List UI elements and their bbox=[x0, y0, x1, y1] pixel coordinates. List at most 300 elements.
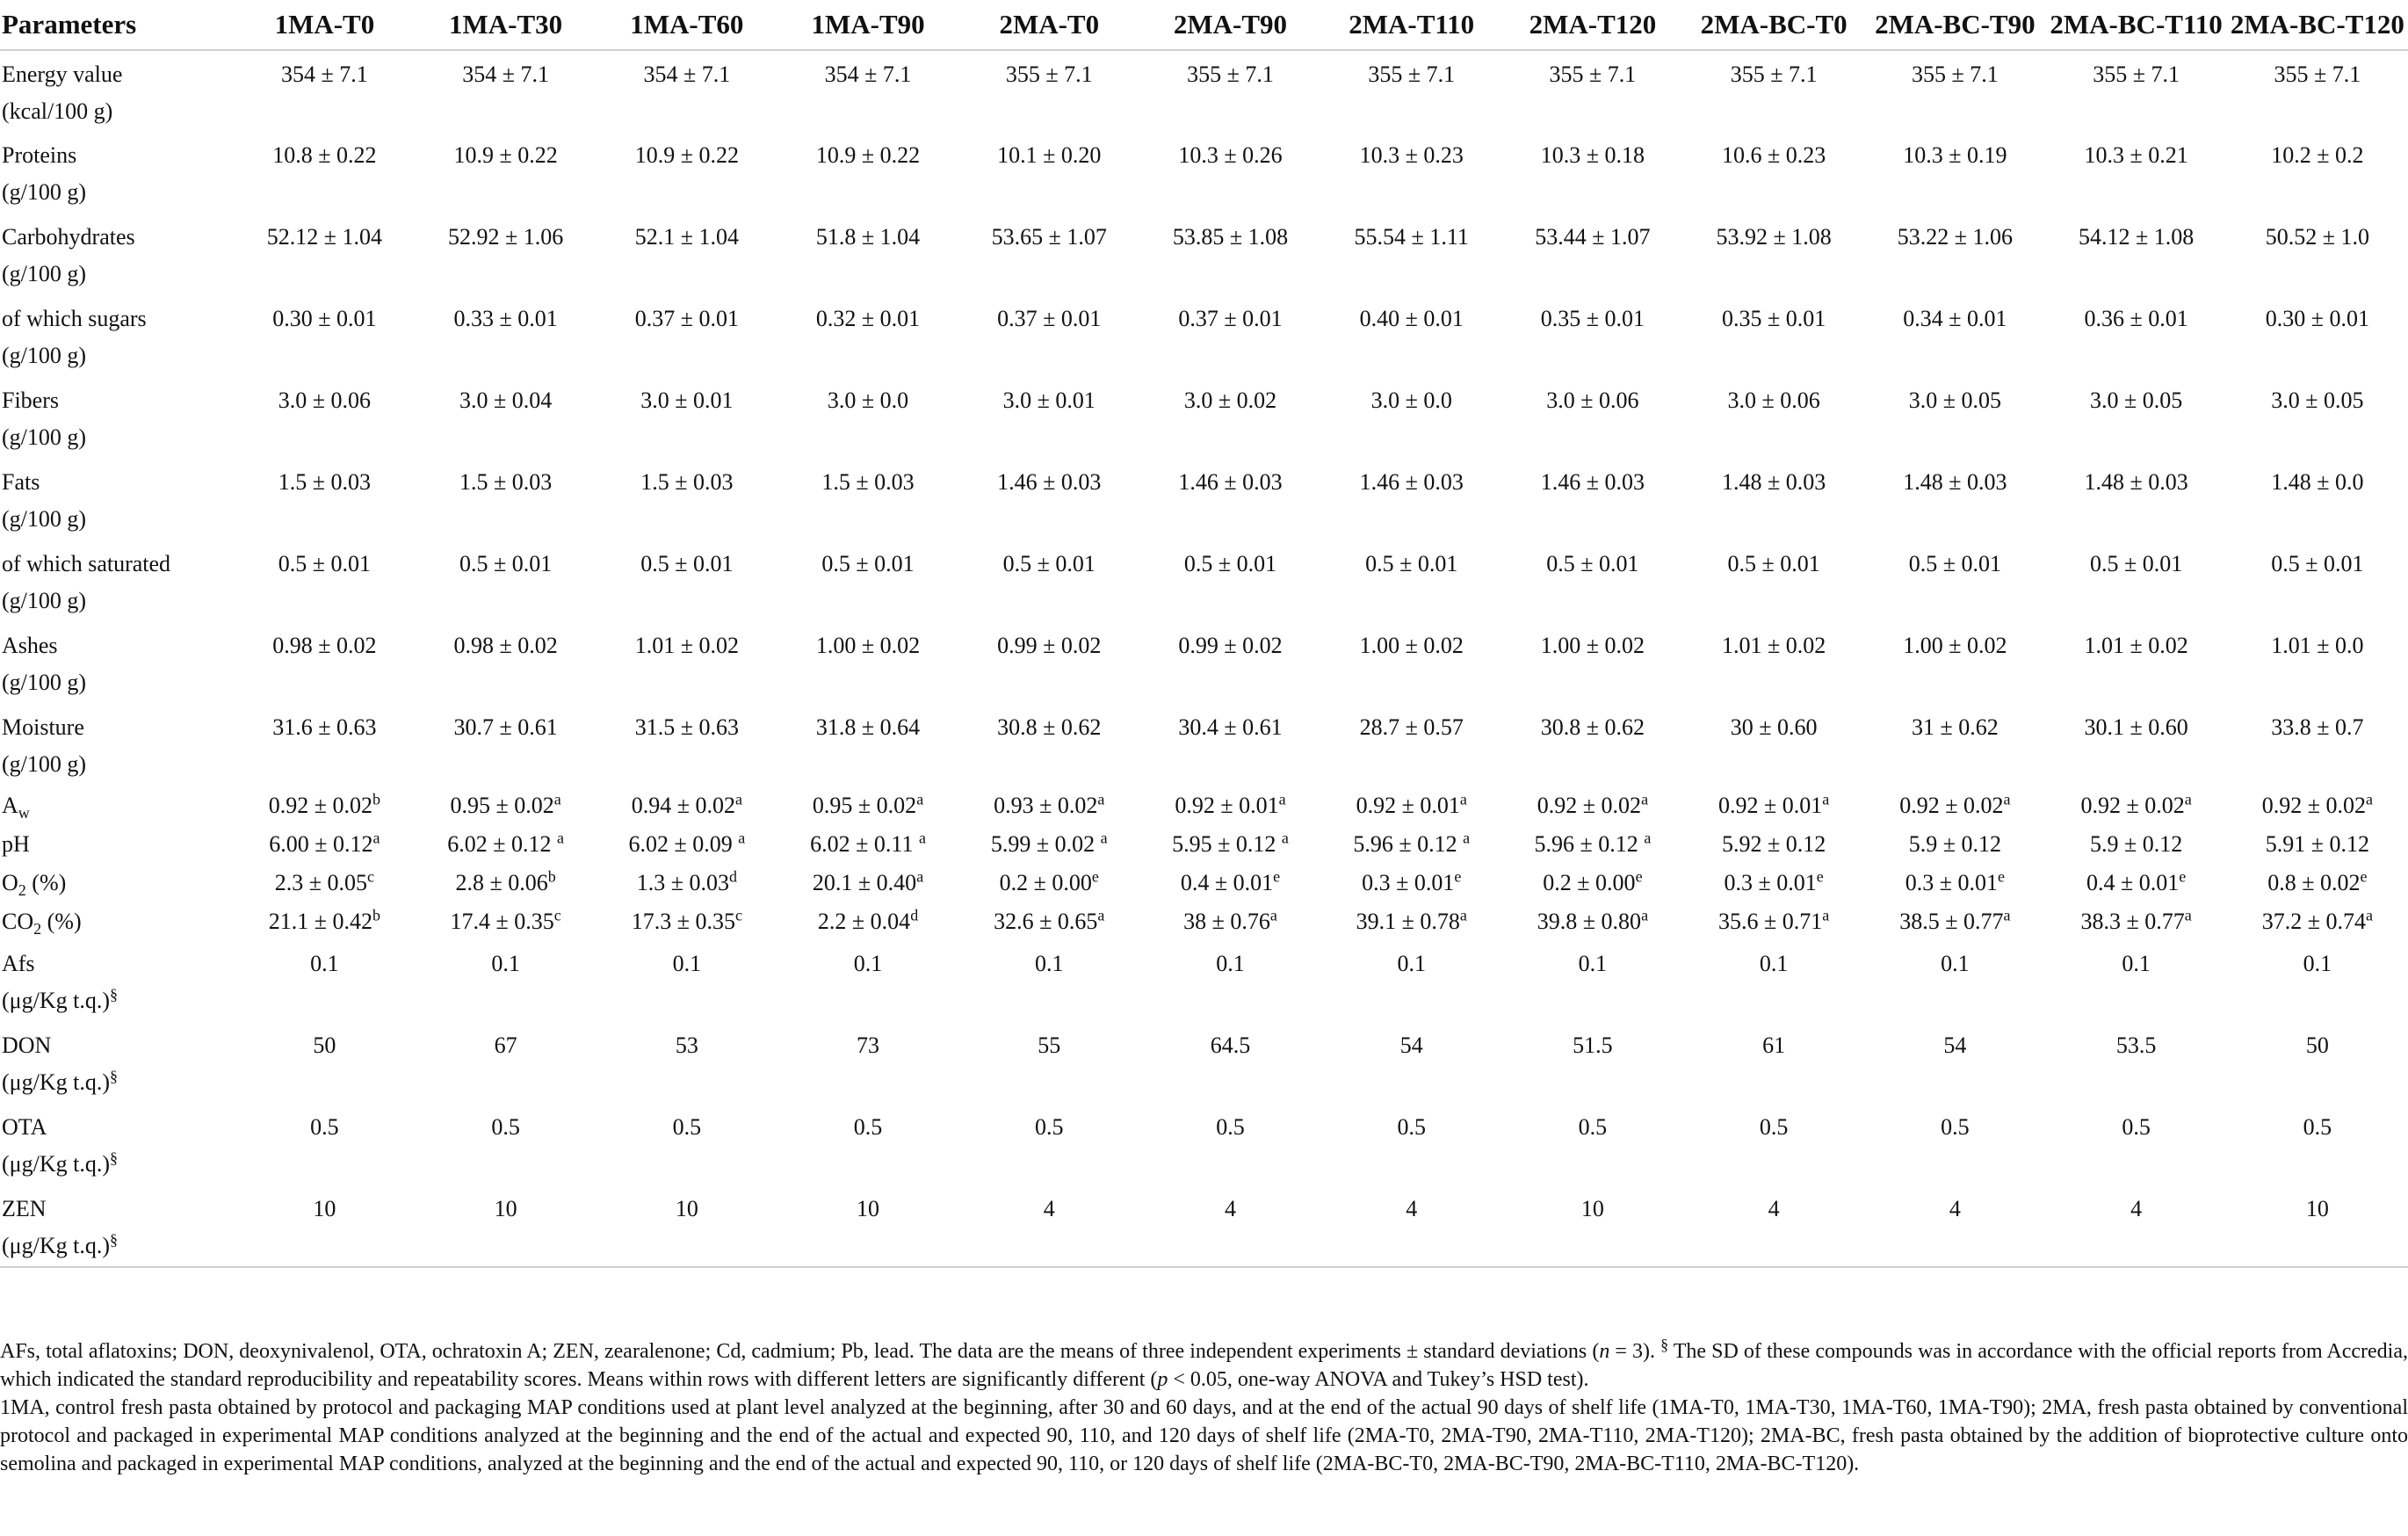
cell-value: 0.92 ± 0.02 bbox=[1537, 793, 1642, 818]
cell-value: 355 ± 7.1 bbox=[1549, 62, 1637, 87]
cell-value: 4 bbox=[1224, 1196, 1236, 1221]
table-row bbox=[0, 704, 2408, 786]
value-cell bbox=[1139, 786, 1320, 824]
value-cell bbox=[958, 540, 1139, 622]
value-cell bbox=[1864, 902, 2045, 940]
value-cell bbox=[1502, 1022, 1683, 1104]
value-cell bbox=[597, 863, 777, 902]
parameter-label bbox=[0, 50, 234, 132]
cell-value: 10.6 ± 0.23 bbox=[1722, 142, 1826, 168]
significance-letter: e bbox=[1635, 867, 1643, 886]
cell-value: 0.32 ± 0.01 bbox=[815, 306, 921, 331]
value-cell bbox=[2227, 863, 2408, 902]
cell-value: 0.4 ± 0.01 bbox=[2086, 870, 2180, 895]
parameter-unit: (g/100 g) bbox=[2, 506, 87, 532]
cell-value: 0.92 ± 0.02 bbox=[1899, 793, 2004, 818]
value-cell bbox=[1502, 459, 1683, 540]
cell-value: 0.92 ± 0.02 bbox=[268, 793, 373, 818]
cell-value: 39.8 ± 0.80 bbox=[1537, 909, 1642, 934]
value-cell bbox=[958, 1022, 1139, 1104]
value-cell bbox=[1864, 540, 2045, 622]
parameter-name: Ashes bbox=[2, 633, 58, 658]
cell-value: 28.7 ± 0.57 bbox=[1359, 714, 1464, 740]
cell-value: 53 bbox=[675, 1032, 698, 1058]
value-cell bbox=[1502, 540, 1683, 622]
value-cell bbox=[2227, 459, 2408, 540]
cell-value: 5.9 ± 0.12 bbox=[2089, 831, 2183, 857]
cell-value: 51.5 bbox=[1573, 1032, 1613, 1058]
value-cell bbox=[2045, 132, 2226, 214]
cell-value: 1.00 ± 0.02 bbox=[1359, 633, 1464, 658]
significance-letter: c bbox=[553, 906, 561, 924]
section-mark: § bbox=[109, 1067, 118, 1085]
cell-value: 10 bbox=[675, 1196, 698, 1221]
cell-value: 5.99 ± 0.02 bbox=[990, 831, 1101, 857]
value-cell bbox=[958, 622, 1139, 704]
value-cell bbox=[234, 540, 415, 622]
cell-value: 1.00 ± 0.02 bbox=[1540, 633, 1645, 658]
cell-value: 53.44 ± 1.07 bbox=[1535, 224, 1651, 250]
value-cell bbox=[597, 704, 777, 786]
value-cell bbox=[597, 902, 777, 940]
value-cell bbox=[597, 459, 777, 540]
cell-value: 0.8 ± 0.02 bbox=[2267, 870, 2361, 895]
value-cell bbox=[777, 1022, 958, 1104]
cell-value: 1.46 ± 0.03 bbox=[1359, 469, 1464, 495]
value-cell bbox=[777, 863, 958, 902]
cell-value: 354 ± 7.1 bbox=[281, 62, 368, 87]
value-cell bbox=[958, 824, 1139, 863]
value-cell bbox=[958, 459, 1139, 540]
cell-value: 35.6 ± 0.71 bbox=[1718, 909, 1823, 934]
significance-letter: e bbox=[1816, 867, 1824, 886]
significance-letter: d bbox=[910, 906, 919, 924]
value-cell bbox=[1502, 622, 1683, 704]
cell-value: 0.92 ± 0.02 bbox=[2261, 793, 2366, 818]
table-row bbox=[0, 1185, 2408, 1267]
parameter-name: Proteins bbox=[2, 142, 77, 168]
parameter-name: Carbohydrates bbox=[2, 224, 135, 250]
value-cell bbox=[1139, 1104, 1320, 1185]
value-cell bbox=[958, 50, 1139, 132]
value-cell bbox=[2227, 940, 2408, 1022]
value-cell bbox=[1502, 1185, 1683, 1267]
parameter-label bbox=[0, 622, 234, 704]
section-mark: § bbox=[109, 1148, 118, 1167]
value-cell bbox=[2045, 940, 2226, 1022]
cell-value: 50 bbox=[2305, 1032, 2329, 1058]
value-cell bbox=[2227, 295, 2408, 377]
parameter-label bbox=[0, 214, 234, 295]
cell-value: 1.46 ± 0.03 bbox=[997, 469, 1102, 495]
value-cell bbox=[2227, 214, 2408, 295]
value-cell bbox=[416, 214, 597, 295]
value-cell bbox=[597, 1104, 777, 1185]
cell-value: 0.1 bbox=[1397, 951, 1426, 976]
significance-letter: a bbox=[916, 790, 924, 808]
cell-value: 0.37 ± 0.01 bbox=[1178, 306, 1283, 331]
parameter-unit: (g/100 g) bbox=[2, 343, 87, 368]
cell-value: 0.94 ± 0.02 bbox=[631, 793, 735, 818]
parameter-name: Afs bbox=[2, 951, 35, 976]
value-cell bbox=[958, 132, 1139, 214]
value-cell bbox=[1864, 459, 2045, 540]
value-cell bbox=[2045, 214, 2226, 295]
value-cell bbox=[1321, 50, 1502, 132]
value-cell bbox=[1321, 132, 1502, 214]
cell-value: 10.3 ± 0.26 bbox=[1178, 142, 1283, 168]
cell-value: 53.5 bbox=[2115, 1032, 2157, 1058]
cell-value: 0.92 ± 0.02 bbox=[2080, 793, 2185, 818]
footnote-abbreviations bbox=[0, 1337, 2408, 1394]
cell-value: 53.85 ± 1.08 bbox=[1172, 224, 1289, 250]
footnote-text: AFs, total aflatoxins; DON, deoxynivalenol, OTA, ochratoxin A; ZEN, zearalenone; Cd, cadmium; Pb, lead. The data are the means of three independent experiments ± standard deviations ( bbox=[0, 1340, 1600, 1363]
value-cell bbox=[777, 50, 958, 132]
significance-letter: a bbox=[1641, 906, 1649, 924]
value-cell bbox=[1139, 540, 1320, 622]
cell-value: 67 bbox=[494, 1032, 517, 1058]
cell-value: 3.0 ± 0.04 bbox=[459, 388, 553, 413]
cell-value: 10.8 ± 0.22 bbox=[272, 142, 377, 168]
header-cell: 2MA-T110 bbox=[1349, 9, 1475, 40]
value-cell bbox=[1321, 214, 1502, 295]
cell-value: 1.5 ± 0.03 bbox=[459, 469, 553, 495]
value-cell bbox=[1321, 940, 1502, 1022]
value-cell bbox=[416, 704, 597, 786]
value-cell bbox=[234, 459, 415, 540]
value-cell bbox=[234, 50, 415, 132]
cell-value: 6.02 ± 0.12 bbox=[447, 831, 557, 857]
significance-letter: a bbox=[1641, 790, 1649, 808]
value-cell bbox=[1683, 1022, 1864, 1104]
significance-letter: a bbox=[1281, 829, 1289, 847]
cell-value: 3.0 ± 0.06 bbox=[1546, 388, 1639, 413]
table-row bbox=[0, 459, 2408, 540]
significance-letter: a bbox=[918, 829, 926, 847]
value-cell bbox=[597, 295, 777, 377]
value-cell bbox=[1683, 459, 1864, 540]
value-cell bbox=[777, 902, 958, 940]
value-cell bbox=[1502, 214, 1683, 295]
cell-value: 38.5 ± 0.77 bbox=[1899, 909, 2004, 934]
value-cell bbox=[2045, 540, 2226, 622]
cell-value: 50.52 ± 1.0 bbox=[2265, 224, 2369, 250]
parameter-unit: (%) bbox=[25, 870, 67, 895]
cell-value: 0.92 ± 0.01 bbox=[1356, 793, 1460, 818]
value-cell bbox=[1321, 1022, 1502, 1104]
cell-value: 2.3 ± 0.05 bbox=[274, 870, 368, 895]
cell-value: 0.1 bbox=[853, 951, 883, 976]
parameter-label bbox=[0, 786, 234, 824]
significance-letter: a bbox=[2184, 790, 2192, 808]
value-cell bbox=[2227, 1185, 2408, 1267]
cell-value: 0.5 ± 0.01 bbox=[2271, 551, 2364, 576]
cell-value: 53.65 ± 1.07 bbox=[991, 224, 1107, 250]
cell-value: 5.96 ± 0.12 bbox=[1353, 831, 1464, 857]
cell-value: 0.3 ± 0.01 bbox=[1905, 870, 1998, 895]
cell-value: 30.7 ± 0.61 bbox=[453, 714, 558, 740]
cell-value: 31.5 ± 0.63 bbox=[634, 714, 739, 740]
value-cell bbox=[1683, 902, 1864, 940]
cell-value: 0.5 bbox=[2122, 1114, 2151, 1140]
cell-value: 354 ± 7.1 bbox=[824, 62, 912, 87]
value-cell bbox=[1683, 214, 1864, 295]
parameter-label bbox=[0, 132, 234, 214]
value-cell bbox=[1683, 940, 1864, 1022]
cell-value: 0.5 bbox=[1759, 1114, 1789, 1140]
value-cell bbox=[2045, 1185, 2226, 1267]
value-cell bbox=[1683, 540, 1864, 622]
significance-letter: a bbox=[1822, 790, 1830, 808]
value-cell bbox=[416, 1022, 597, 1104]
cell-value: 0.98 ± 0.02 bbox=[453, 633, 558, 658]
parameter-unit: (μg/Kg t.q.) bbox=[2, 1069, 110, 1095]
value-cell bbox=[1683, 622, 1864, 704]
cell-value: 30 ± 0.60 bbox=[1730, 714, 1818, 740]
value-cell bbox=[1139, 459, 1320, 540]
value-cell bbox=[2045, 902, 2226, 940]
cell-value: 1.5 ± 0.03 bbox=[821, 469, 915, 495]
significance-letter: a bbox=[1278, 790, 1286, 808]
parameter-name: O bbox=[2, 870, 18, 895]
cell-value: 1.46 ± 0.03 bbox=[1540, 469, 1645, 495]
cell-value: 1.5 ± 0.03 bbox=[640, 469, 734, 495]
value-cell bbox=[1683, 824, 1864, 863]
value-cell bbox=[234, 622, 415, 704]
value-cell bbox=[2045, 863, 2226, 902]
cell-value: 0.5 bbox=[1397, 1114, 1426, 1140]
cell-value: 0.93 ± 0.02 bbox=[994, 793, 1098, 818]
cell-value: 0.1 bbox=[2122, 951, 2151, 976]
value-cell bbox=[1683, 704, 1864, 786]
parameter-subscript: 2 bbox=[18, 881, 26, 900]
value-cell bbox=[1139, 622, 1320, 704]
cell-value: 0.35 ± 0.01 bbox=[1722, 306, 1826, 331]
value-cell bbox=[958, 1104, 1139, 1185]
cell-value: 4 bbox=[1768, 1196, 1780, 1221]
value-cell bbox=[2227, 540, 2408, 622]
parameter-label bbox=[0, 863, 234, 902]
cell-value: 0.34 ± 0.01 bbox=[1903, 306, 2007, 331]
significance-letter: a bbox=[916, 867, 924, 886]
cell-value: 54 bbox=[1399, 1032, 1423, 1058]
value-cell bbox=[1502, 704, 1683, 786]
value-cell bbox=[1321, 1104, 1502, 1185]
value-cell bbox=[2045, 1104, 2226, 1185]
value-cell bbox=[1321, 459, 1502, 540]
cell-value: 39.1 ± 0.78 bbox=[1356, 909, 1460, 934]
cell-value: 30.1 ± 0.60 bbox=[2084, 714, 2188, 740]
significance-letter: a bbox=[2365, 906, 2373, 924]
value-cell bbox=[234, 295, 415, 377]
header-cell: 2MA-BC-T0 bbox=[1700, 9, 1848, 40]
cell-value: 0.1 bbox=[1216, 951, 1245, 976]
value-cell bbox=[777, 377, 958, 459]
value-cell bbox=[958, 940, 1139, 1022]
value-cell bbox=[2045, 459, 2226, 540]
value-cell bbox=[1502, 295, 1683, 377]
value-cell bbox=[2045, 295, 2226, 377]
cell-value: 0.99 ± 0.02 bbox=[1178, 633, 1283, 658]
cell-value: 0.1 bbox=[1578, 951, 1608, 976]
value-cell bbox=[597, 214, 777, 295]
significance-letter: a bbox=[1100, 829, 1108, 847]
value-cell bbox=[1502, 940, 1683, 1022]
value-cell bbox=[1502, 377, 1683, 459]
value-cell bbox=[1683, 295, 1864, 377]
value-cell bbox=[2227, 704, 2408, 786]
value-cell bbox=[1683, 50, 1864, 132]
parameter-subscript: 2 bbox=[33, 920, 42, 938]
section-mark: § bbox=[109, 985, 118, 1003]
cell-value: 355 ± 7.1 bbox=[1005, 62, 1093, 87]
value-cell bbox=[777, 1185, 958, 1267]
cell-value: 33.8 ± 0.7 bbox=[2271, 714, 2364, 740]
cell-value: 10 bbox=[2305, 1196, 2329, 1221]
parameter-unit: (μg/Kg t.q.) bbox=[2, 988, 110, 1013]
header-cell: 2MA-T0 bbox=[999, 9, 1100, 40]
table-footnotes bbox=[0, 1337, 2408, 1478]
cell-value: 0.37 ± 0.01 bbox=[634, 306, 739, 331]
value-cell bbox=[1864, 1022, 2045, 1104]
value-cell bbox=[958, 902, 1139, 940]
cell-value: 10.1 ± 0.20 bbox=[997, 142, 1102, 168]
cell-value: 53.92 ± 1.08 bbox=[1716, 224, 1832, 250]
parameter-label bbox=[0, 824, 234, 863]
cell-value: 1.48 ± 0.03 bbox=[1722, 469, 1826, 495]
footnote-section-mark: § bbox=[1660, 1336, 1669, 1353]
cell-value: 0.5 bbox=[1216, 1114, 1245, 1140]
cell-value: 0.3 ± 0.01 bbox=[1724, 870, 1817, 895]
significance-letter: a bbox=[553, 790, 561, 808]
cell-value: 10.3 ± 0.18 bbox=[1540, 142, 1645, 168]
value-cell bbox=[234, 214, 415, 295]
value-cell bbox=[777, 704, 958, 786]
value-cell bbox=[1864, 940, 2045, 1022]
cell-value: 354 ± 7.1 bbox=[643, 62, 731, 87]
value-cell bbox=[1139, 704, 1320, 786]
value-cell bbox=[1864, 824, 2045, 863]
value-cell bbox=[2227, 824, 2408, 863]
value-cell bbox=[416, 902, 597, 940]
value-cell bbox=[1139, 940, 1320, 1022]
value-cell bbox=[1864, 1104, 2045, 1185]
parameter-name: of which saturated bbox=[2, 551, 171, 576]
value-cell bbox=[1321, 540, 1502, 622]
cell-value: 5.96 ± 0.12 bbox=[1534, 831, 1645, 857]
cell-value: 5.95 ± 0.12 bbox=[1172, 831, 1282, 857]
cell-value: 0.35 ± 0.01 bbox=[1540, 306, 1645, 331]
table-body bbox=[0, 50, 2408, 1267]
value-cell bbox=[1864, 50, 2045, 132]
cell-value: 17.4 ± 0.35 bbox=[450, 909, 554, 934]
parameter-unit: (g/100 g) bbox=[2, 261, 87, 286]
value-cell bbox=[416, 786, 597, 824]
cell-value: 21.1 ± 0.42 bbox=[268, 909, 373, 934]
significance-letter: a bbox=[372, 829, 380, 847]
value-cell bbox=[416, 1104, 597, 1185]
value-cell bbox=[1683, 1185, 1864, 1267]
value-cell bbox=[416, 459, 597, 540]
value-cell bbox=[1864, 377, 2045, 459]
value-cell bbox=[1139, 214, 1320, 295]
footnote-text: The SD of these compounds was in accordance with the official reports from Accredia, which indicated the standard reproducibility and repeatability scores. Means within rows with different letters are significantly different ( bbox=[0, 1340, 2408, 1391]
value-cell bbox=[1502, 50, 1683, 132]
cell-value: 10 bbox=[857, 1196, 880, 1221]
parameter-label bbox=[0, 1185, 234, 1267]
cell-value: 0.5 ± 0.01 bbox=[2089, 551, 2183, 576]
significance-letter: a bbox=[1463, 829, 1471, 847]
cell-value: 50 bbox=[313, 1032, 336, 1058]
significance-letter: a bbox=[1097, 790, 1105, 808]
value-cell bbox=[1321, 704, 1502, 786]
parameter-name: DON bbox=[2, 1032, 52, 1058]
value-cell bbox=[2227, 132, 2408, 214]
value-cell bbox=[597, 50, 777, 132]
table-row bbox=[0, 863, 2408, 902]
cell-value: 0.37 ± 0.01 bbox=[997, 306, 1102, 331]
cell-value: 354 ± 7.1 bbox=[462, 62, 549, 87]
value-cell bbox=[234, 940, 415, 1022]
cell-value: 0.1 bbox=[491, 951, 520, 976]
value-cell bbox=[2227, 1022, 2408, 1104]
cell-value: 0.1 bbox=[1035, 951, 1064, 976]
cell-value: 0.1 bbox=[310, 951, 339, 976]
cell-value: 30.8 ± 0.62 bbox=[1540, 714, 1645, 740]
cell-value: 0.5 bbox=[1578, 1114, 1608, 1140]
parameter-label bbox=[0, 1022, 234, 1104]
value-cell bbox=[597, 540, 777, 622]
value-cell bbox=[1502, 132, 1683, 214]
table-row bbox=[0, 540, 2408, 622]
value-cell bbox=[597, 940, 777, 1022]
significance-letter: e bbox=[1091, 867, 1099, 886]
cell-value: 38 ± 0.76 bbox=[1183, 909, 1270, 934]
value-cell bbox=[1864, 295, 2045, 377]
value-cell bbox=[1683, 786, 1864, 824]
value-cell bbox=[234, 1104, 415, 1185]
cell-value: 10.3 ± 0.19 bbox=[1903, 142, 2007, 168]
cell-value: 1.48 ± 0.03 bbox=[1903, 469, 2007, 495]
cell-value: 3.0 ± 0.01 bbox=[1002, 388, 1096, 413]
value-cell bbox=[1502, 863, 1683, 902]
footnote-text: = 3). bbox=[1609, 1340, 1661, 1363]
value-cell bbox=[1502, 786, 1683, 824]
header-cell: 2MA-BC-T90 bbox=[1875, 9, 2036, 40]
value-cell bbox=[1139, 377, 1320, 459]
cell-value: 32.6 ± 0.65 bbox=[994, 909, 1098, 934]
value-cell bbox=[1321, 863, 1502, 902]
significance-letter: a bbox=[1459, 790, 1467, 808]
value-cell bbox=[958, 863, 1139, 902]
cell-value: 1.48 ± 0.03 bbox=[2084, 469, 2188, 495]
significance-letter: a bbox=[738, 829, 746, 847]
cell-value: 61 bbox=[1762, 1032, 1786, 1058]
value-cell bbox=[2045, 704, 2226, 786]
value-cell bbox=[1321, 902, 1502, 940]
cell-value: 0.3 ± 0.01 bbox=[1362, 870, 1455, 895]
cell-value: 1.00 ± 0.02 bbox=[1903, 633, 2007, 658]
value-cell bbox=[1321, 786, 1502, 824]
cell-value: 53.22 ± 1.06 bbox=[1897, 224, 2013, 250]
value-cell bbox=[2227, 902, 2408, 940]
value-cell bbox=[1139, 50, 1320, 132]
cell-value: 0.5 bbox=[2303, 1114, 2332, 1140]
value-cell bbox=[777, 786, 958, 824]
parameter-label bbox=[0, 377, 234, 459]
table-row bbox=[0, 622, 2408, 704]
cell-value: 54.12 ± 1.08 bbox=[2078, 224, 2195, 250]
